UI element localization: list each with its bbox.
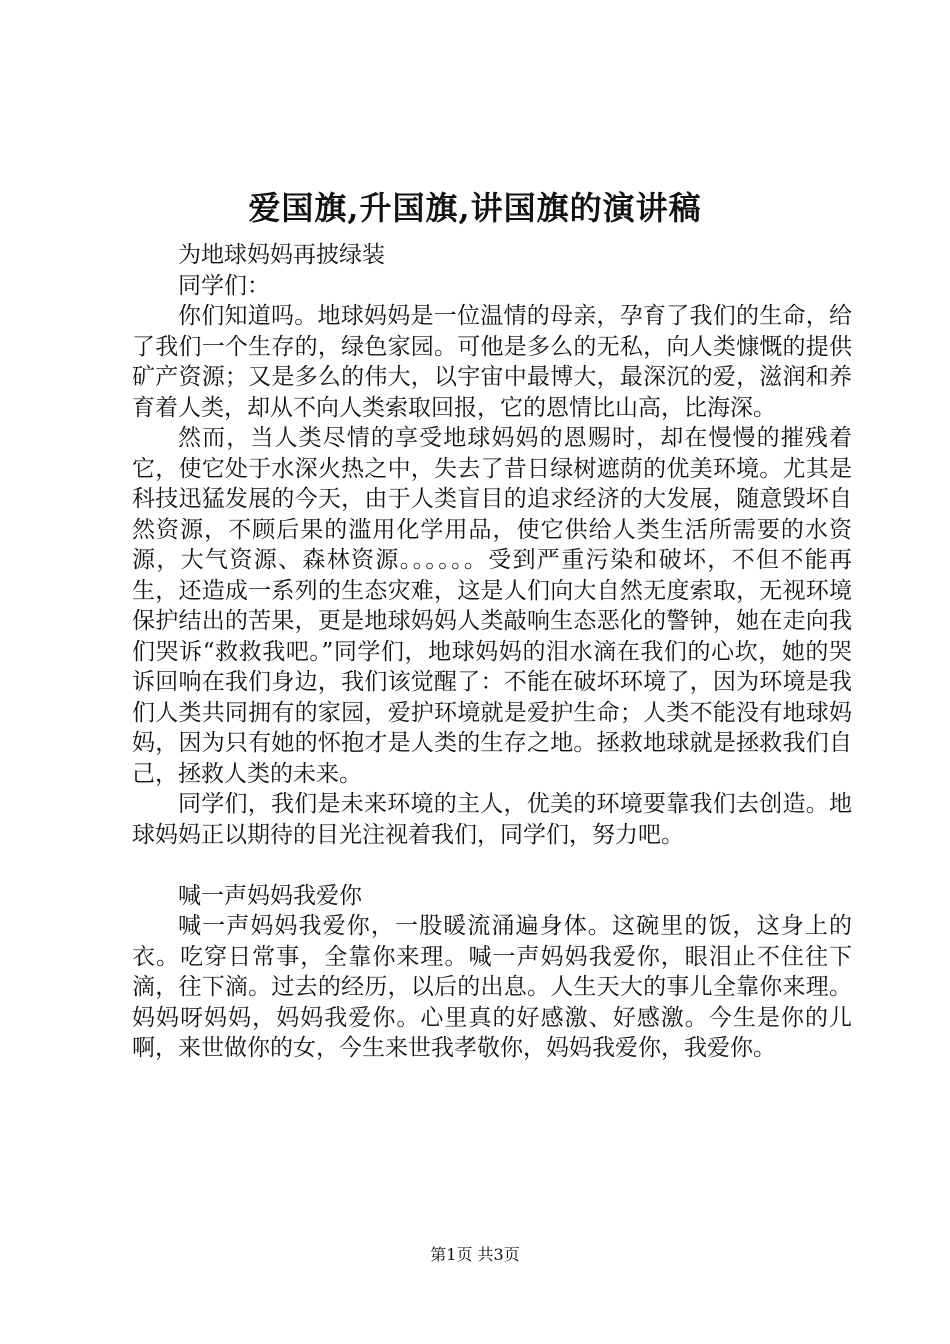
document-body [132,240,852,1064]
section-heading-mother: 喊一声妈妈我爱你 [178,882,362,909]
body-paragraph: 喊一声妈妈我爱你，一股暖流涌遍身体。这碗里的饭，这身上的衣。吃穿日常事，全靠你来理。喊一声妈妈我爱你，眼泪止不住往下滴，往下滴。过去的经历，以后的出息。人生天大的事儿全靠你来理。妈妈呀妈妈，妈妈我爱你。心里真的好感激、好感激。今生是你的儿啊，来世做你的女，今生来世我孝敬你，妈妈我爱你，我爱你。 [132,913,852,1061]
page-footer: 第1页 共3页 [430,1245,520,1264]
salutation: 同学们： [178,272,270,299]
body-paragraph: 然而，当人类尽情的享受地球妈妈的恩赐时，却在慢慢的摧残着它，使它处于水深火热之中，失去了昔日绿树遮荫的优美环境。尤其是科技迅猛发展的今天，由于人类盲目的追求经济的大发展，随意毁坏自然资源，不顾后果的滥用化学用品，使它供给人类生活所需要的水资源，大气资源、森林资源。。。。。。受到严重污染和破坏，不但不能再生，还造成一系列的生态灾难，这是人们向大自然无度索取，无视环境保护结出的苦果，更是地球妈妈人类敲响生态恶化的警钟，她在走向我们哭诉“救救我吧。”同学们，地球妈妈的泪水滴在我们的心坎，她的哭诉回响在我们身边，我们该觉醒了：不能在破坏环境了，因为环境是我们人类共同拥有的家园，爱护环境就是爱护生命；人类不能没有地球妈妈，因为只有她的怀抱才是人类的生存之地。拯救地球就是拯救我们自己，拯救人类的未来。 [132,425,852,787]
section-heading-green: 为地球妈妈再披绿装 [178,242,385,268]
document-title: 爱国旗,升国旗,讲国旗的演讲稿 [248,189,702,227]
paragraph-spacer [132,850,852,881]
body-paragraph: 你们知道吗。地球妈妈是一位温情的母亲，孕育了我们的生命，给了我们一个生存的，绿色家园。可他是多么的无私，向人类慷慨的提供矿产资源；又是多么的伟大，以宇宙中最博大，最深沉的爱，滋润和养育着人类，却从不向人类索取回报，它的恩情比山高，比海深。 [132,303,852,421]
body-paragraph: 同学们，我们是未来环境的主人，优美的环境要靠我们去创造。地球妈妈正以期待的目光注视着我们，同学们，努力吧。 [132,791,852,848]
